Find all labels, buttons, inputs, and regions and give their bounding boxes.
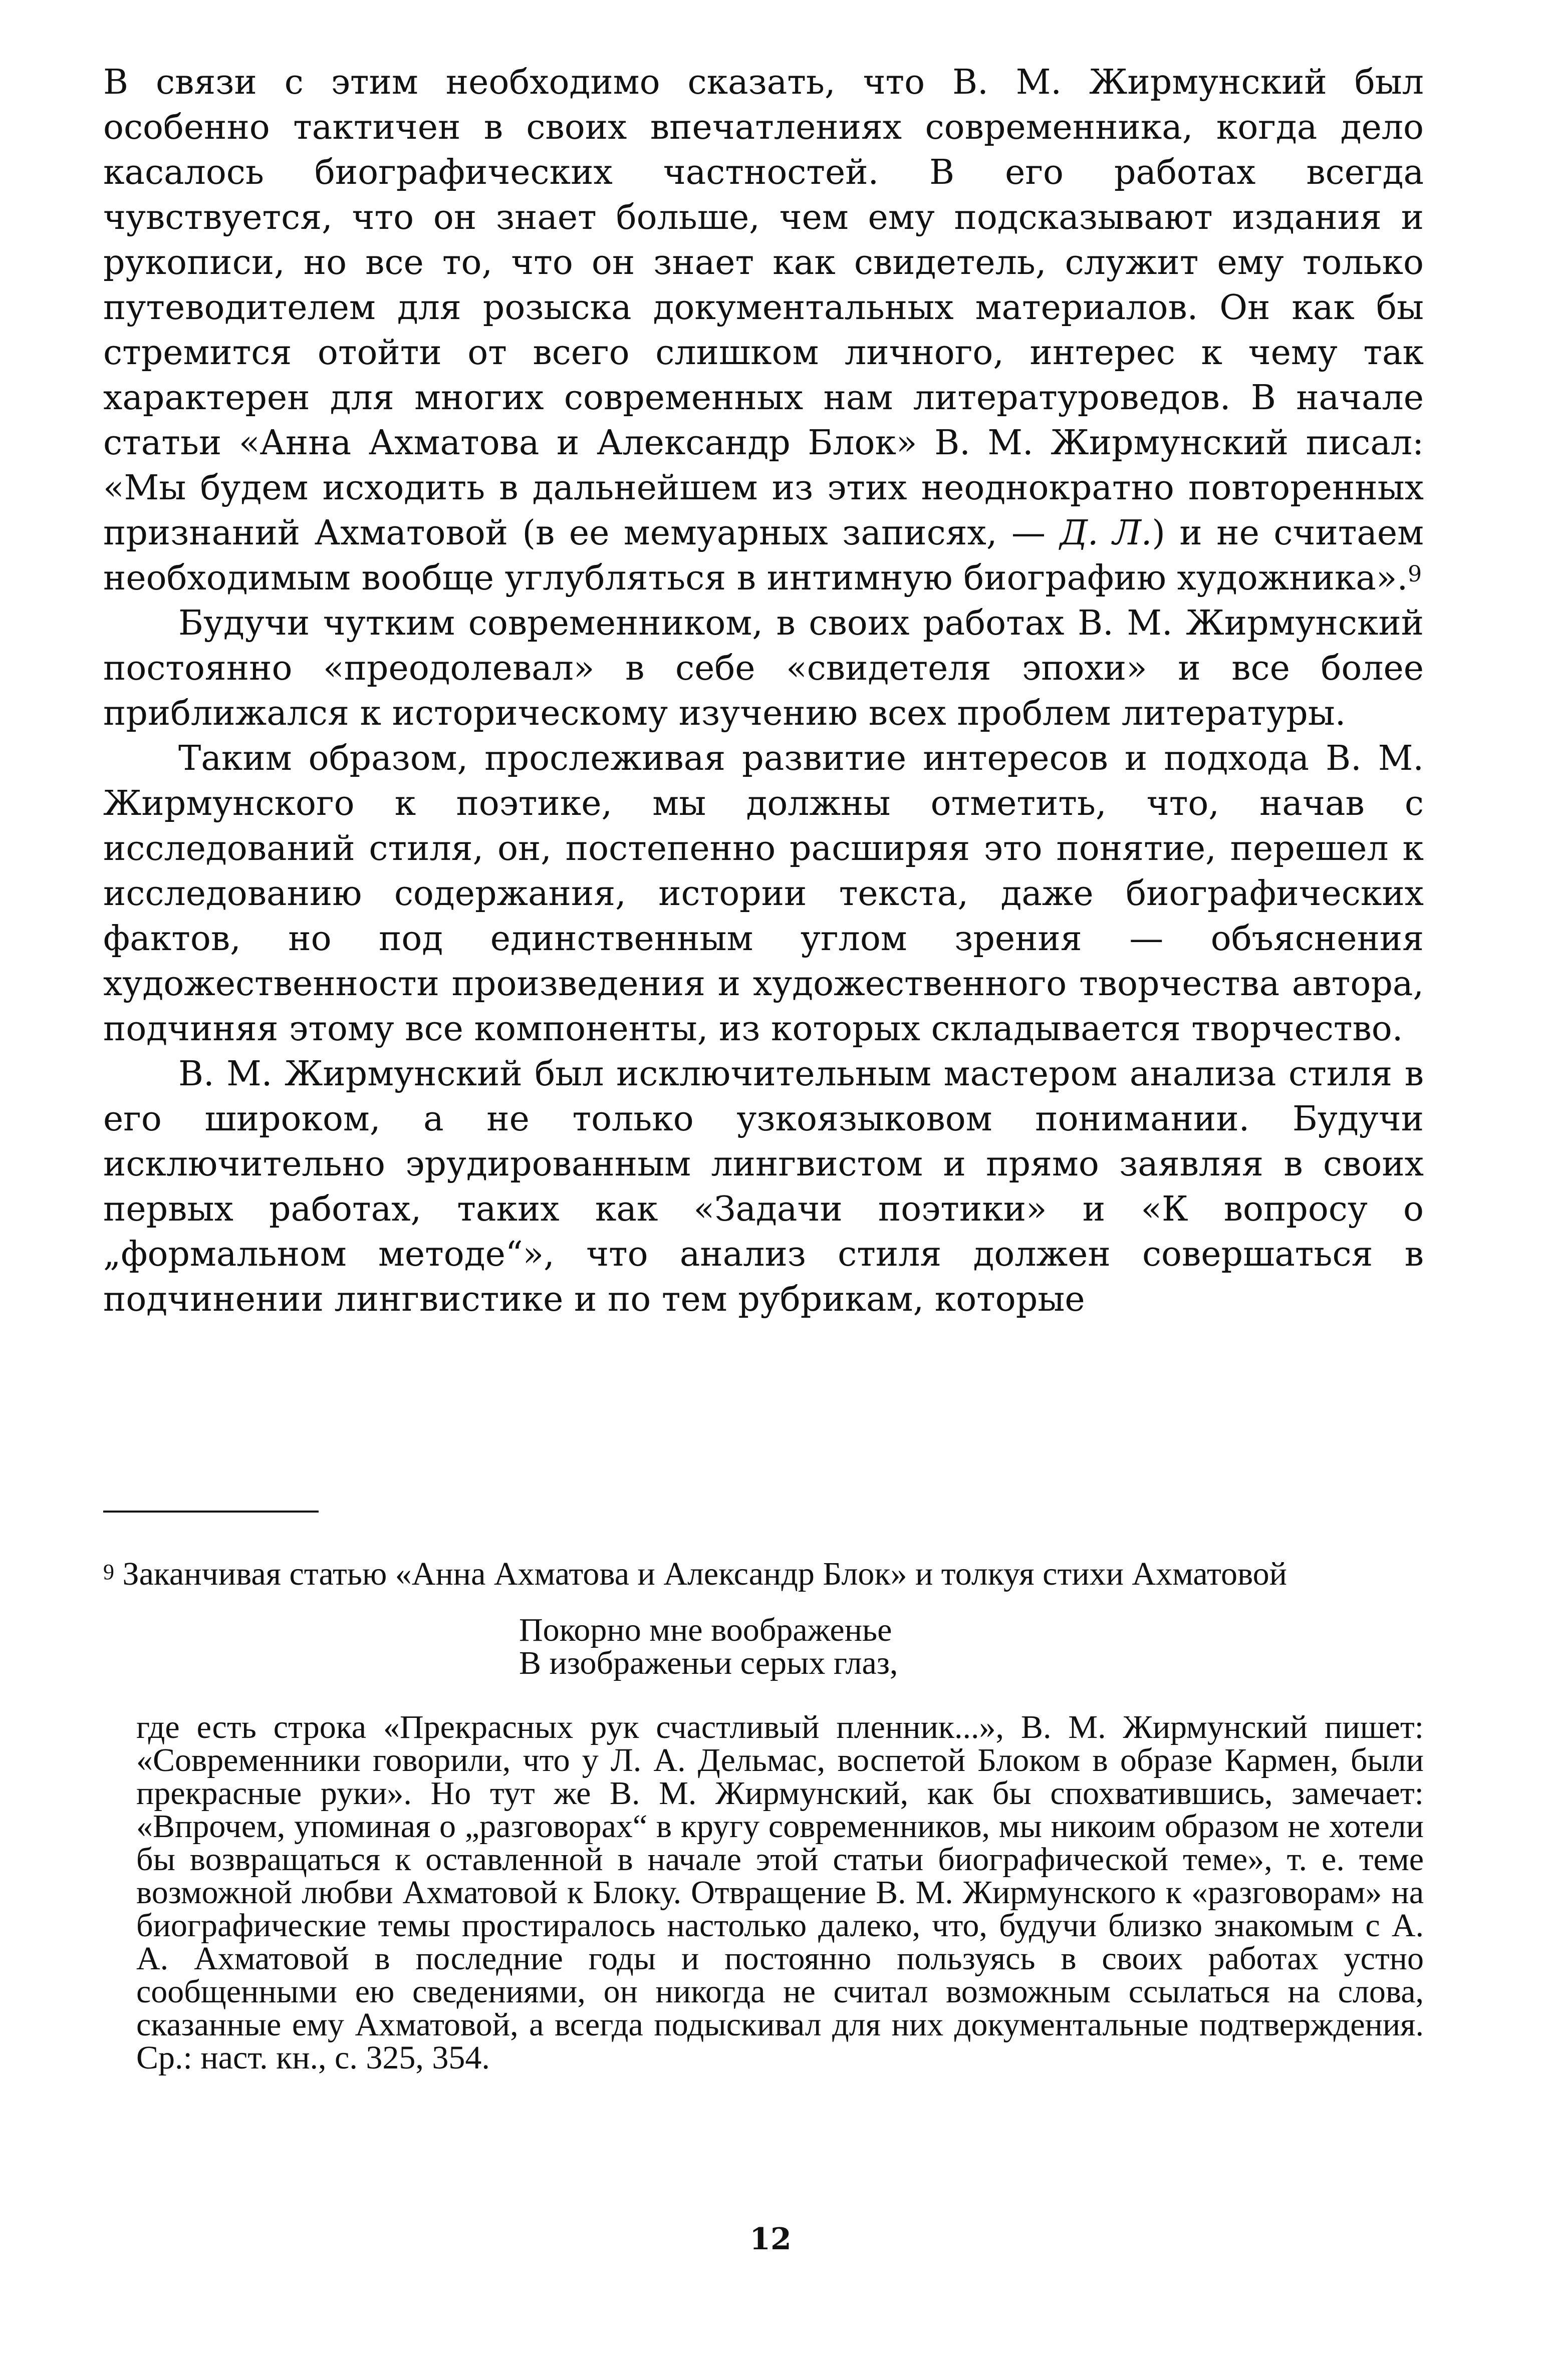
footnote-reference[interactable]: 9 bbox=[1408, 561, 1422, 587]
footnote-poem bbox=[519, 1614, 1424, 1680]
footnote-divider bbox=[103, 1511, 319, 1513]
author-initials: Д. Л. bbox=[1060, 513, 1152, 553]
page-number: 12 bbox=[749, 2222, 792, 2257]
footnote-intro: $^9$ Заканчивая статью «Анна Ахматова и Александр Блок» и толкуя стихи Ахматовой bbox=[103, 1556, 1288, 1592]
poem-line-2: В изображеньи серых глаз, bbox=[519, 1645, 898, 1681]
main-text bbox=[103, 60, 1424, 1322]
paragraph-1: В связи с этим необходимо сказать, что В. М. Жирмунский был особенно тактичен в своих впечатлениях современника, когда дело касалось биографических частностей. В его работах всегда чувствуется, что он знает больше, чем ему подсказывают издания и рукописи, но все то, что он знает как свидетель, служит ему только путеводителем для розыска документальных материалов. Он как бы стремится отойти от всего слишком личного, интерес к чему так характерен для многих современных нам литературоведов. В начале статьи «Анна Ахматова и Александр Блок» В. М. Жирмунский писал: «Мы будем исходить в дальнейшем из этих неоднократно повторенных признаний Ахматовой (в ее мемуарных записях, — Д. Л.) и не считаем необходимым вообще углубляться в интимную биографию художника».$^9$ bbox=[103, 63, 1424, 598]
poem-line-1: Покорно мне воображенье bbox=[519, 1612, 892, 1648]
paragraph-2: Будучи чутким современником, в своих работах В. М. Жирмунский постоянно «преодолевал» в себе «свидетеля эпохи» и все более приближался к историческому изучению всех проблем литературы. bbox=[103, 604, 1424, 733]
paragraph-3: Таким образом, прослеживая развитие интересов и подхода В. М. Жирмунского к поэтике, мы должны отметить, что, начав с исследований стиля, он, постепенно расширяя это понятие, перешел к исследованию содержания, истории текста, даже биографических фактов, но под единственным углом зрения — объяснения художественности произведения и художественного творчества автора, подчиняя этому все компоненты, из которых складывается творчество. bbox=[103, 739, 1424, 1049]
paragraph-4: В. М. Жирмунский был исключительным мастером анализа стиля в его широком, а не только узкоязыковом понимании. Будучи исключительно эрудированным лингвистом и прямо заявляя в своих первых работах, таких как «Задачи поэтики» и «К вопросу о „формальном методе“», что анализ стиля должен совершаться в подчинении лингвистике и по тем рубрикам, которые bbox=[103, 1054, 1424, 1319]
footnote-mark: 9 bbox=[103, 1560, 114, 1584]
footnote-continuation: где есть строка «Прекрасных рук счастливый пленник...», В. М. Жирмунский пишет: «Современники говорили, что у Л. А. Дельмас, воспетой Блоком в образе Кармен, были прекрасные руки». Но тут же В. М. Жирмунский, как бы спохватившись, замечает: «Впрочем, упоминая о „разговорах“ в кругу современников, мы никоим образом не хотели бы возвращаться к оставленной в начале этой статьи биографической теме», т. е. теме возможной любви Ахматовой к Блоку. Отвращение В. М. Жирмунского к «разговорам» на биографические темы простиралось настолько далеко, что, будучи близко знакомым с А. А. Ахматовой в последние годы и постоянно пользуясь в своих работах устно сообщенными ею сведениями, он никогда не считал возможным ссылаться на слова, сказанные ему Ахматовой, а всегда подыскивал для них документальные подтверждения. Ср.: наст. кн., с. 325, 354. bbox=[136, 1709, 1424, 2076]
footnote bbox=[103, 1558, 1424, 2074]
